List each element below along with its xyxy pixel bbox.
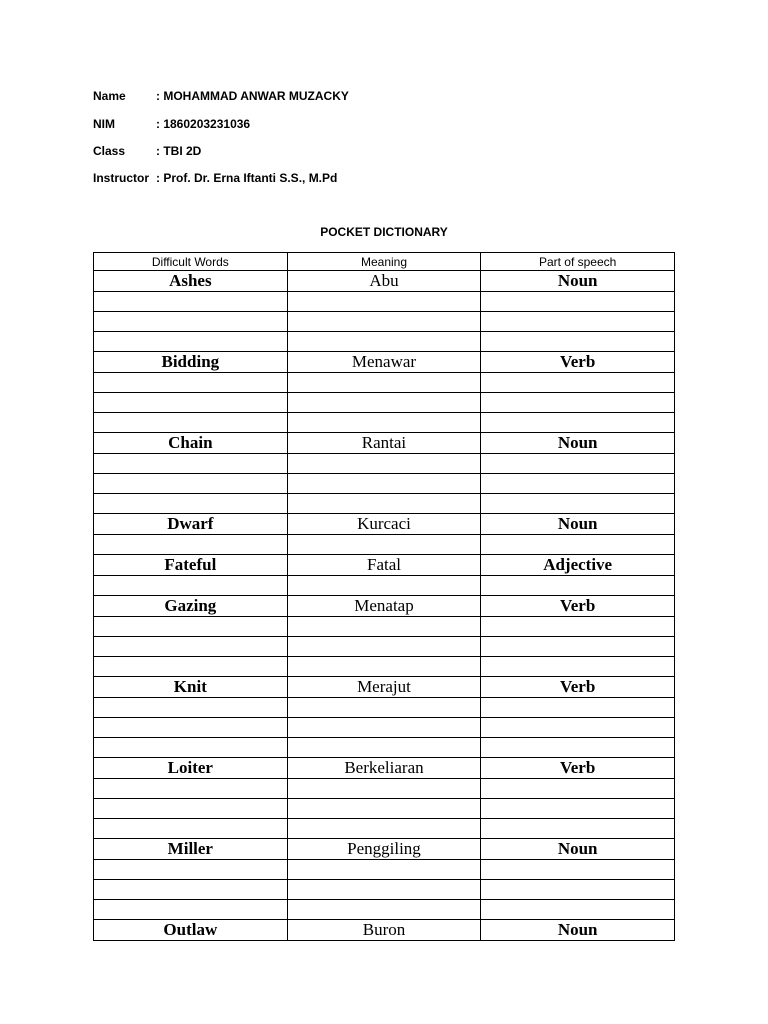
word-cell xyxy=(94,738,288,758)
part-of-speech-cell xyxy=(481,657,675,677)
table-row xyxy=(94,352,675,373)
meaning-cell: Rantai xyxy=(287,433,481,454)
part-of-speech-cell xyxy=(481,799,675,819)
part-of-speech-cell: Noun xyxy=(481,433,675,454)
name-row xyxy=(93,89,349,103)
part-of-speech-cell xyxy=(481,373,675,393)
meaning-cell xyxy=(287,779,481,799)
word-cell: Bidding xyxy=(94,352,288,373)
meaning-cell: Penggiling xyxy=(287,839,481,860)
word-cell: Ashes xyxy=(94,271,288,292)
table-row xyxy=(94,332,675,352)
meaning-cell xyxy=(287,413,481,433)
meaning-cell xyxy=(287,393,481,413)
table-row xyxy=(94,312,675,332)
part-of-speech-cell xyxy=(481,819,675,839)
table-row xyxy=(94,657,675,677)
part-of-speech-cell xyxy=(481,617,675,637)
table-row xyxy=(94,413,675,433)
word-cell xyxy=(94,393,288,413)
table-row xyxy=(94,576,675,596)
nim-row xyxy=(93,117,250,131)
part-of-speech-cell xyxy=(481,880,675,900)
part-of-speech-cell: Verb xyxy=(481,596,675,617)
word-cell xyxy=(94,474,288,494)
nim-label: NIM xyxy=(93,117,115,131)
name-value: : MOHAMMAD ANWAR MUZACKY xyxy=(156,89,349,103)
meaning-cell xyxy=(287,637,481,657)
meaning-cell xyxy=(287,698,481,718)
word-cell xyxy=(94,637,288,657)
meaning-cell xyxy=(287,494,481,514)
word-cell xyxy=(94,373,288,393)
table-row xyxy=(94,474,675,494)
part-of-speech-cell xyxy=(481,698,675,718)
word-cell: Gazing xyxy=(94,596,288,617)
word-cell xyxy=(94,779,288,799)
table-row xyxy=(94,494,675,514)
table-row xyxy=(94,433,675,454)
word-cell: Chain xyxy=(94,433,288,454)
word-cell: Knit xyxy=(94,677,288,698)
table-row xyxy=(94,880,675,900)
meaning-cell: Menatap xyxy=(287,596,481,617)
table-row xyxy=(94,900,675,920)
class-value: : TBI 2D xyxy=(156,144,202,158)
meaning-cell xyxy=(287,535,481,555)
table-row xyxy=(94,860,675,880)
meaning-cell: Berkeliaran xyxy=(287,758,481,779)
table-row xyxy=(94,292,675,312)
class-row xyxy=(93,144,201,158)
part-of-speech-cell xyxy=(481,779,675,799)
nim-value: : 1860203231036 xyxy=(156,117,251,131)
dictionary-table xyxy=(93,252,675,941)
table-row xyxy=(94,718,675,738)
part-of-speech-cell xyxy=(481,393,675,413)
word-cell xyxy=(94,312,288,332)
meaning-cell xyxy=(287,373,481,393)
table-row xyxy=(94,839,675,860)
part-of-speech-cell xyxy=(481,576,675,596)
table-row xyxy=(94,698,675,718)
meaning-cell xyxy=(287,819,481,839)
dictionary-body xyxy=(94,271,675,941)
column-header-difficult-words: Difficult Words xyxy=(94,253,288,271)
part-of-speech-cell xyxy=(481,312,675,332)
part-of-speech-cell: Verb xyxy=(481,352,675,373)
part-of-speech-cell xyxy=(481,292,675,312)
table-row xyxy=(94,779,675,799)
meaning-cell xyxy=(287,900,481,920)
word-cell xyxy=(94,576,288,596)
word-cell xyxy=(94,799,288,819)
part-of-speech-cell xyxy=(481,738,675,758)
word-cell: Outlaw xyxy=(94,920,288,941)
word-cell xyxy=(94,292,288,312)
meaning-cell: Buron xyxy=(287,920,481,941)
word-cell xyxy=(94,698,288,718)
part-of-speech-cell xyxy=(481,413,675,433)
meaning-cell xyxy=(287,292,481,312)
word-cell xyxy=(94,494,288,514)
word-cell xyxy=(94,900,288,920)
table-row xyxy=(94,271,675,292)
meaning-cell xyxy=(287,474,481,494)
part-of-speech-cell: Noun xyxy=(481,271,675,292)
word-cell xyxy=(94,413,288,433)
word-cell: Dwarf xyxy=(94,514,288,535)
meaning-cell: Fatal xyxy=(287,555,481,576)
word-cell: Fateful xyxy=(94,555,288,576)
table-row xyxy=(94,535,675,555)
part-of-speech-cell xyxy=(481,474,675,494)
meaning-cell: Merajut xyxy=(287,677,481,698)
part-of-speech-cell: Noun xyxy=(481,839,675,860)
part-of-speech-cell xyxy=(481,535,675,555)
word-cell xyxy=(94,819,288,839)
part-of-speech-cell xyxy=(481,637,675,657)
word-cell xyxy=(94,454,288,474)
part-of-speech-cell xyxy=(481,718,675,738)
word-cell: Miller xyxy=(94,839,288,860)
name-label: Name xyxy=(93,89,126,103)
part-of-speech-cell xyxy=(481,494,675,514)
meaning-cell xyxy=(287,576,481,596)
instructor-value: : Prof. Dr. Erna Iftanti S.S., M.Pd xyxy=(156,171,338,185)
table-header-row xyxy=(94,253,675,271)
meaning-cell xyxy=(287,332,481,352)
meaning-cell xyxy=(287,312,481,332)
meaning-cell: Menawar xyxy=(287,352,481,373)
meaning-cell xyxy=(287,738,481,758)
table-row xyxy=(94,373,675,393)
word-cell: Loiter xyxy=(94,758,288,779)
table-row xyxy=(94,819,675,839)
part-of-speech-cell: Verb xyxy=(481,758,675,779)
table-row xyxy=(94,637,675,657)
part-of-speech-cell xyxy=(481,860,675,880)
meaning-cell xyxy=(287,799,481,819)
table-row xyxy=(94,738,675,758)
table-row xyxy=(94,555,675,576)
part-of-speech-cell xyxy=(481,900,675,920)
table-row xyxy=(94,393,675,413)
table-row xyxy=(94,758,675,779)
table-row xyxy=(94,799,675,819)
table-row xyxy=(94,514,675,535)
table-row xyxy=(94,596,675,617)
part-of-speech-cell xyxy=(481,454,675,474)
part-of-speech-cell: Noun xyxy=(481,514,675,535)
class-label: Class xyxy=(93,144,126,158)
word-cell xyxy=(94,880,288,900)
word-cell xyxy=(94,617,288,637)
meaning-cell xyxy=(287,657,481,677)
part-of-speech-cell: Adjective xyxy=(481,555,675,576)
word-cell xyxy=(94,718,288,738)
part-of-speech-cell: Noun xyxy=(481,920,675,941)
column-header-meaning: Meaning xyxy=(287,253,481,271)
word-cell xyxy=(94,535,288,555)
instructor-label: Instructor xyxy=(93,171,150,185)
document-title: POCKET DICTIONARY xyxy=(320,225,448,239)
meaning-cell: Kurcaci xyxy=(287,514,481,535)
word-cell xyxy=(94,332,288,352)
meaning-cell xyxy=(287,617,481,637)
table-row xyxy=(94,920,675,941)
instructor-row xyxy=(93,171,337,185)
part-of-speech-cell xyxy=(481,332,675,352)
word-cell xyxy=(94,860,288,880)
meaning-cell xyxy=(287,454,481,474)
meaning-cell xyxy=(287,880,481,900)
part-of-speech-cell: Verb xyxy=(481,677,675,698)
meaning-cell xyxy=(287,860,481,880)
meaning-cell xyxy=(287,718,481,738)
table-row xyxy=(94,677,675,698)
column-header-part-of-speech: Part of speech xyxy=(481,253,675,271)
table-row xyxy=(94,454,675,474)
word-cell xyxy=(94,657,288,677)
table-row xyxy=(94,617,675,637)
meaning-cell: Abu xyxy=(287,271,481,292)
